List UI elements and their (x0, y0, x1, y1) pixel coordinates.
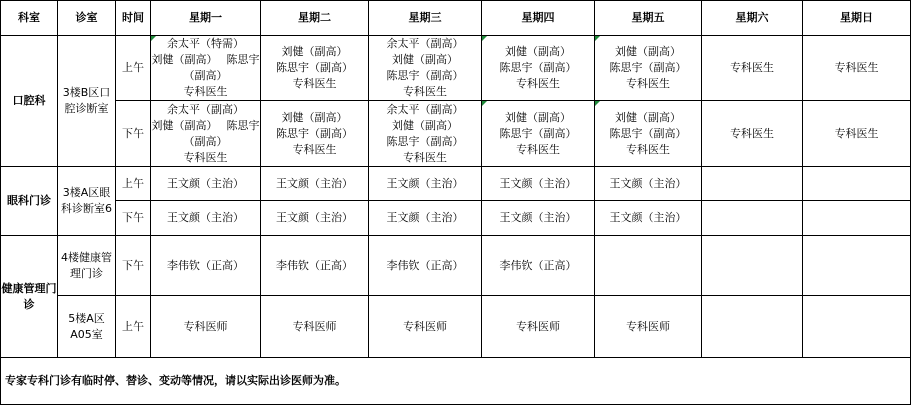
header-sat: 星期六 (702, 1, 803, 36)
table-row (1, 101, 911, 167)
table-row (1, 296, 911, 358)
cell-eye-am-fri: 王文颜（主治） (595, 167, 702, 201)
cell-eye-pm-tue: 王文颜（主治） (261, 201, 369, 236)
header-mon: 星期一 (151, 1, 261, 36)
dept-health: 健康管理门诊 (1, 236, 58, 358)
header-wed: 星期三 (369, 1, 482, 36)
table-row (1, 167, 911, 201)
cell-health1-wed: 李伟钦（正高） (369, 236, 482, 296)
cell-oral-am-sat: 专科医生 (702, 36, 803, 101)
cell-health2-thu: 专科医师 (482, 296, 595, 358)
cell-eye-pm-wed: 王文颜（主治） (369, 201, 482, 236)
header-dept: 科室 (1, 1, 58, 36)
cell-health2-tue: 专科医师 (261, 296, 369, 358)
cell-health1-tue: 李伟钦（正高） (261, 236, 369, 296)
cell-health1-mon: 李伟钦（正高） (151, 236, 261, 296)
header-row (1, 1, 911, 36)
cell-health1-thu: 李伟钦（正高） (482, 236, 595, 296)
cell-eye-pm-fri: 王文颜（主治） (595, 201, 702, 236)
cell-eye-pm-sat (702, 201, 803, 236)
cell-oral-pm-sat: 专科医生 (702, 101, 803, 167)
cell-eye-am-sun (803, 167, 911, 201)
cell-health1-sun (803, 236, 911, 296)
cell-health2-wed: 专科医师 (369, 296, 482, 358)
cell-eye-pm-thu: 王文颜（主治） (482, 201, 595, 236)
clinic-health-1: 4楼健康管理门诊 (58, 236, 116, 296)
cell-oral-am-fri: 刘健（副高） 陈思宇（副高） 专科医生 (595, 36, 702, 101)
cell-health1-sat (702, 236, 803, 296)
cell-oral-pm-sun: 专科医生 (803, 101, 911, 167)
clinic-eye: 3楼A区眼科诊断室6 (58, 167, 116, 236)
cell-eye-am-thu: 王文颜（主治） (482, 167, 595, 201)
cell-eye-am-sat (702, 167, 803, 201)
header-fri: 星期五 (595, 1, 702, 36)
cell-oral-pm-fri: 刘健（副高） 陈思宇（副高） 专科医生 (595, 101, 702, 167)
header-thu: 星期四 (482, 1, 595, 36)
dept-oral: 口腔科 (1, 36, 58, 167)
cell-oral-am-thu: 刘健（副高） 陈思宇（副高） 专科医生 (482, 36, 595, 101)
cell-oral-pm-wed: 余太平（副高） 刘健（副高） 陈思宇（副高） 专科医生 (369, 101, 482, 167)
cell-oral-pm-thu: 刘健（副高） 陈思宇（副高） 专科医生 (482, 101, 595, 167)
cell-eye-pm-mon: 王文颜（主治） (151, 201, 261, 236)
dept-eye: 眼科门诊 (1, 167, 58, 236)
cell-oral-am-sun: 专科医生 (803, 36, 911, 101)
time-cell: 上午 (116, 296, 151, 358)
time-cell: 上午 (116, 167, 151, 201)
cell-health2-mon: 专科医师 (151, 296, 261, 358)
notice-text: 专家专科门诊有临时停、替诊、变动等情况，请以实际出诊医师为准。 (1, 358, 911, 405)
time-cell: 上午 (116, 36, 151, 101)
header-tue: 星期二 (261, 1, 369, 36)
cell-health2-sun (803, 296, 911, 358)
time-cell: 下午 (116, 101, 151, 167)
cell-eye-am-mon: 王文颜（主治） (151, 167, 261, 201)
cell-eye-am-wed: 王文颜（主治） (369, 167, 482, 201)
note-row (1, 358, 911, 405)
clinic-health-2: 5楼A区A05室 (58, 296, 116, 358)
cell-oral-am-wed: 余太平（副高） 刘健（副高） 陈思宇（副高） 专科医生 (369, 36, 482, 101)
cell-eye-am-tue: 王文颜（主治） (261, 167, 369, 201)
cell-oral-am-tue: 刘健（副高） 陈思宇（副高） 专科医生 (261, 36, 369, 101)
time-cell: 下午 (116, 236, 151, 296)
clinic-oral: 3楼B区口腔诊断室 (58, 36, 116, 167)
header-sun: 星期日 (803, 1, 911, 36)
cell-health2-sat (702, 296, 803, 358)
cell-health1-fri (595, 236, 702, 296)
table-row (1, 36, 911, 101)
cell-oral-pm-mon: 余太平（副高） 刘健（副高） 陈思宇（副高） 专科医生 (151, 101, 261, 167)
table-row (1, 201, 911, 236)
header-clinic: 诊室 (58, 1, 116, 36)
time-cell: 下午 (116, 201, 151, 236)
cell-health2-fri: 专科医师 (595, 296, 702, 358)
cell-oral-pm-tue: 刘健（副高） 陈思宇（副高） 专科医生 (261, 101, 369, 167)
header-time: 时间 (116, 1, 151, 36)
table-row (1, 236, 911, 296)
cell-oral-am-mon: 余太平（特需） 刘健（副高） 陈思宇（副高） 专科医生 (151, 36, 261, 101)
cell-eye-pm-sun (803, 201, 911, 236)
